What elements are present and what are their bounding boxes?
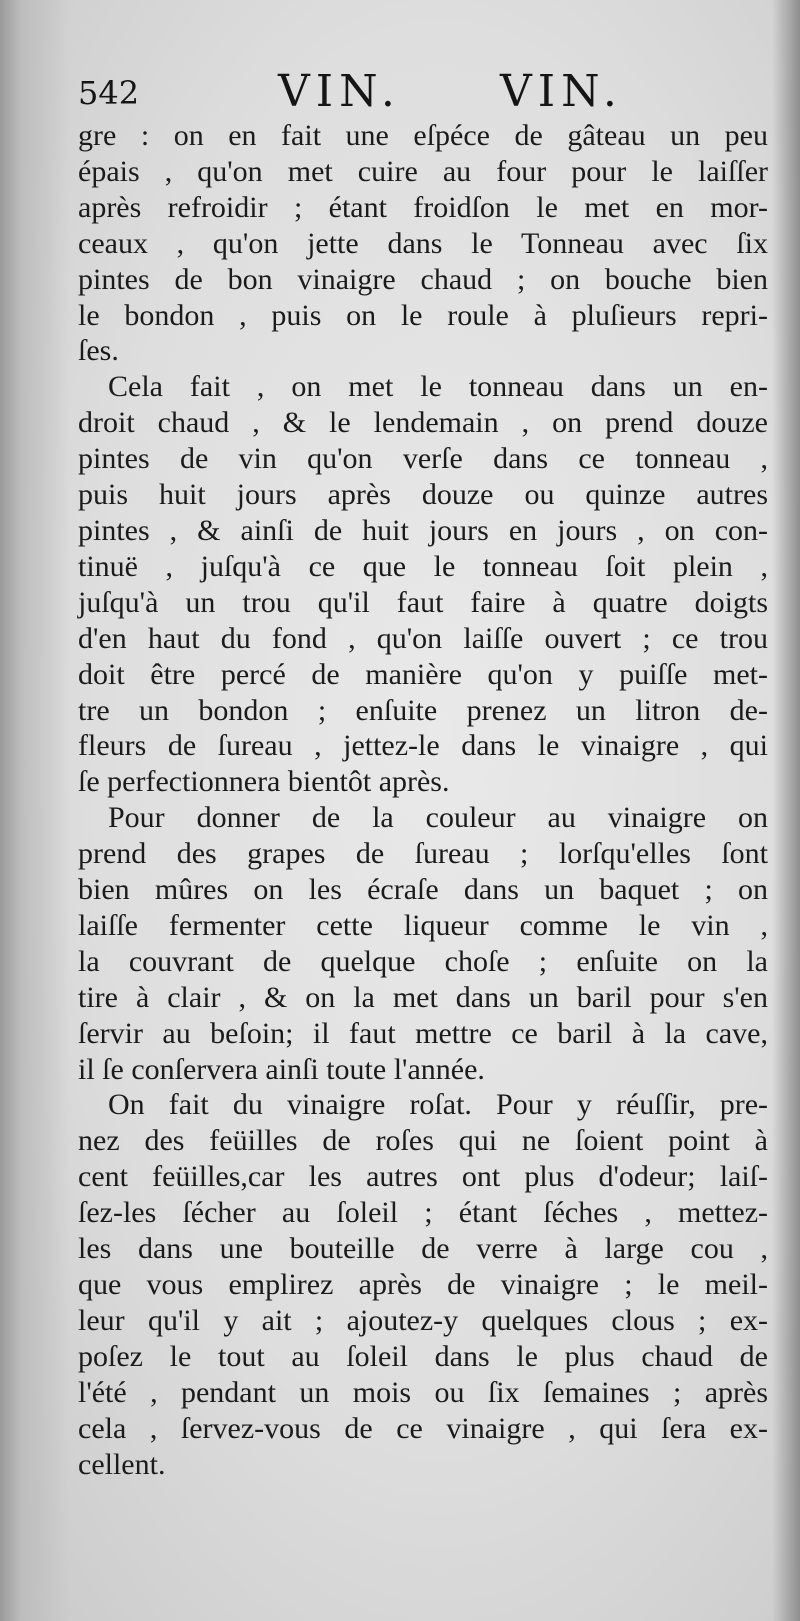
text-line: ſez-les ſécher au ſoleil ; étant ſéches , mettez- [78, 1196, 768, 1230]
text-line: doit être percé de manière qu'on y puiſſe met- [78, 657, 768, 691]
text-line: ceaux , qu'on jette dans le Tonneau avec ſix [78, 226, 768, 260]
text-line: ſervir au beſoin; il faut mettre ce baril à la cave, [78, 1016, 768, 1050]
text-line: leur qu'il y ait ; ajoutez-y quelques clous ; ex- [78, 1303, 768, 1337]
text-line: bien mûres on les écraſe dans un baquet ; on [78, 873, 768, 907]
text-line: nez des feüilles de roſes qui ne ſoient point à [78, 1124, 768, 1158]
text-line: il ſe conſervera ainſi toute l'année. [78, 1052, 485, 1086]
text-line: le bondon , puis on le roule à pluſieurs repri- [78, 298, 768, 332]
paper-edge-left [0, 0, 70, 1621]
text-line: juſqu'à un trou qu'il faut faire à quatre doigts [78, 585, 768, 619]
text-line: pintes de bon vinaigre chaud ; on bouche bien [78, 262, 768, 296]
text-line: tre un bondon ; enſuite prenez un litron de- [78, 693, 768, 727]
text-line: cela , ſervez-vous de ce vinaigre , qui ſera ex- [78, 1411, 768, 1445]
text-line: d'en haut du fond , qu'on laiſſe ouvert ; ce trou [78, 621, 768, 655]
text-line: pintes , & ainſi de huit jours en jours , on con- [78, 513, 768, 547]
text-line: fleurs de ſureau , jettez-le dans le vinaigre , qui [78, 729, 768, 763]
text-line: Pour donner de la couleur au vinaigre on [108, 801, 768, 835]
text-line: puis huit jours après douze ou quinze autres [78, 478, 768, 512]
text-line: On fait du vinaigre roſat. Pour y réuſſir, pre- [108, 1088, 768, 1122]
text-body [78, 118, 768, 1482]
text-line: gre : on en fait une eſpéce de gâteau un peu [78, 119, 768, 152]
text-line: prend des grapes de ſureau ; lorſqu'elles ſont [78, 837, 768, 871]
text-line: ſes. [78, 334, 119, 368]
text-line: cent feüilles,car les autres ont plus d'odeur; laiſ- [78, 1160, 768, 1194]
running-head-right: VIN. [500, 66, 623, 117]
running-head-left: VIN. [278, 66, 401, 117]
text-line: droit chaud , & le lendemain , on prend douze [78, 406, 768, 440]
text-line: cellent. [78, 1447, 166, 1481]
text-line: après refroidir ; étant froidſon le met en mor- [78, 190, 768, 224]
text-line: épais , qu'on met cuire au four pour le laiſſer [78, 154, 768, 188]
text-line: que vous emplirez après de vinaigre ; le meil- [78, 1268, 768, 1301]
text-line: tire à clair , & on la met dans un baril pour s'en [78, 980, 768, 1014]
text-line: laiſſe fermenter cette liqueur comme le vin , [78, 908, 768, 942]
page-header [78, 62, 628, 122]
text-line: tinuë , juſqu'à ce que le tonneau ſoit plein , [78, 549, 768, 583]
text-line: les dans une bouteille de verre à large cou , [78, 1232, 768, 1266]
text-line: ſe perfectionnera bientôt après. [78, 765, 450, 799]
text-line: pintes de vin qu'on verſe dans ce tonneau , [78, 442, 768, 476]
text-line: Cela fait , on met le tonneau dans un en- [108, 370, 768, 404]
text-line: l'été , pendant un mois ou ſix ſemaines ; après [78, 1375, 768, 1409]
text-line: la couvrant de quelque choſe ; enſuite on la [78, 944, 768, 978]
paper-edge-right [772, 0, 800, 1621]
page-number: 542 [78, 74, 140, 112]
text-line: poſez le tout au ſoleil dans le plus chaud de [78, 1339, 768, 1373]
